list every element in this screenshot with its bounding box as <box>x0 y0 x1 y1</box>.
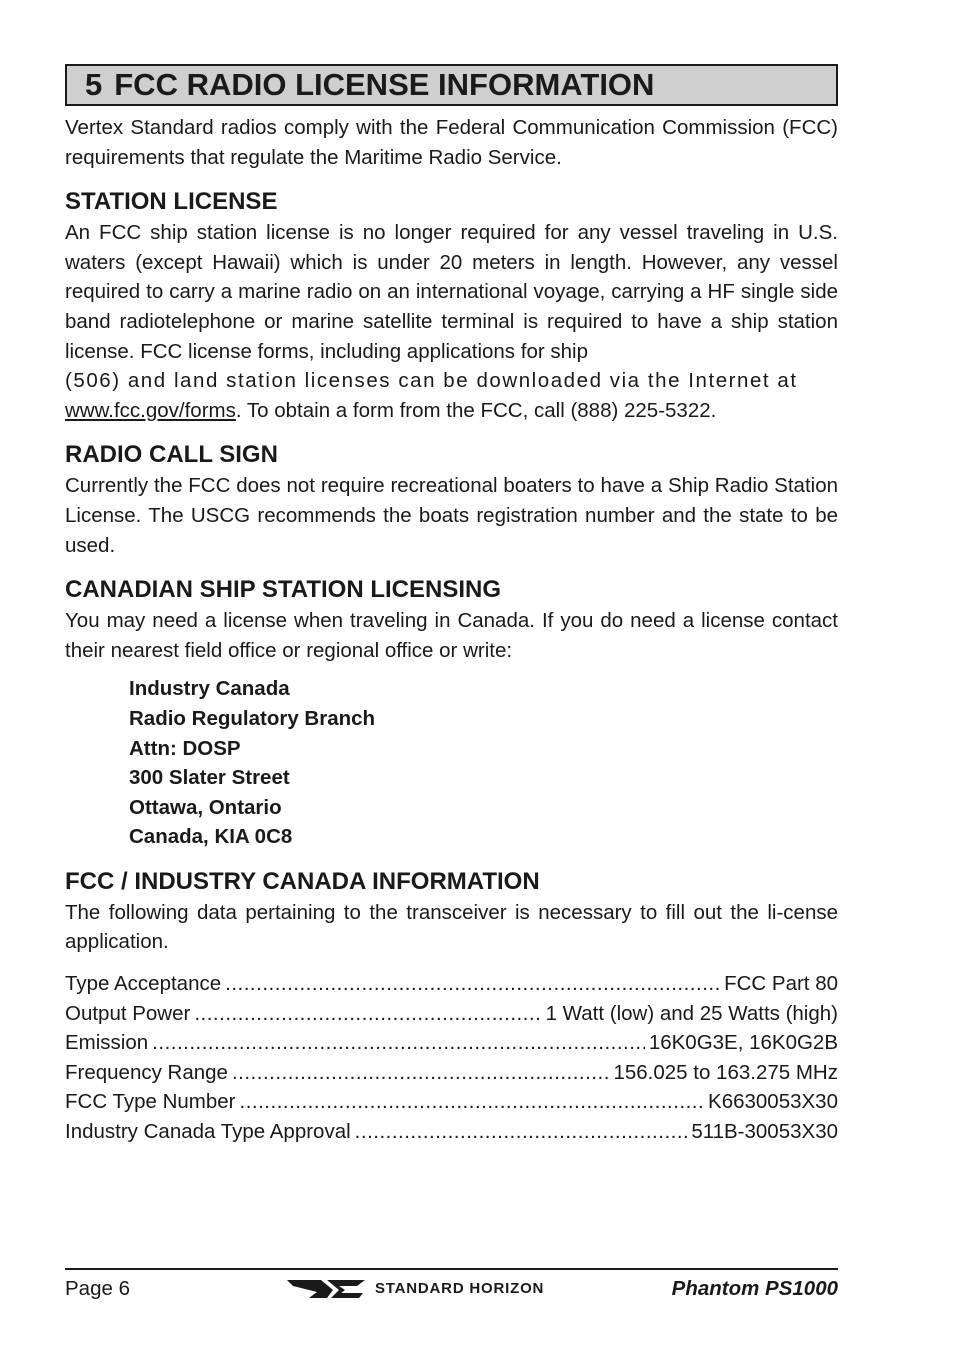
industry-canada-address <box>129 674 838 852</box>
page-content <box>65 64 838 1147</box>
dot-leader <box>225 969 720 999</box>
footer-divider <box>65 1268 838 1270</box>
spec-label: Type Acceptance <box>65 972 222 996</box>
spec-row-output-power <box>65 999 838 1029</box>
address-line: Canada, KIA 0C8 <box>129 825 293 849</box>
dot-leader <box>232 1058 610 1088</box>
address-line: Industry Canada <box>129 677 290 701</box>
page-number: Page 6 <box>65 1277 130 1300</box>
spec-row-ic-type-approval <box>65 1117 838 1147</box>
radio-call-sign-heading: RADIO CALL SIGN <box>65 441 278 469</box>
station-license-phone-text: . To obtain a form from the FCC, call (888) 225-5322. <box>235 398 717 422</box>
chapter-number: 5 <box>85 67 103 102</box>
spec-value: 156.025 to 163.275 MHz <box>613 1060 838 1084</box>
chapter-title <box>65 64 838 106</box>
spec-list <box>65 969 838 1147</box>
dot-leader <box>240 1087 705 1117</box>
station-license-text: An FCC ship station license is no longer required for any vessel traveling in U.S. waters (except Hawaii) which is under 20 meters in length. However, any vessel required to carry a marine radio on an international voyage, carrying a HF single side band radiotelephone or marine satellite terminal is required to have a ship station license. FCC license forms, including applications for ship <box>65 221 838 363</box>
dot-leader <box>355 1117 688 1147</box>
address-line: Ottawa, Ontario <box>129 795 282 819</box>
dot-leader <box>194 999 541 1029</box>
address-line: 300 Slater Street <box>129 766 290 790</box>
spec-value: 16K0G3E, 16K0G2B <box>648 1031 838 1055</box>
spec-row-type-acceptance <box>65 969 838 999</box>
address-line: Radio Regulatory Branch <box>129 706 376 730</box>
spec-label: Output Power <box>65 1001 191 1025</box>
spec-label: Emission <box>65 1031 149 1055</box>
intro-paragraph: Vertex Standard radios comply with the Federal Communication Commission (FCC) requirements that regulate the Maritime Radio Service. <box>65 116 838 169</box>
fcc-industry-canada-heading: FCC / INDUSTRY CANADA INFORMATION <box>65 867 540 895</box>
fcc-forms-link[interactable]: www.fcc.gov/forms <box>65 398 236 422</box>
standard-horizon-emblem-icon <box>287 1277 365 1301</box>
canadian-licensing-text: You may need a license when traveling in Canada. If you do need a license contact their nearest field office or regional office or write: <box>65 609 838 662</box>
standard-horizon-logo <box>287 1277 544 1301</box>
spec-row-emission <box>65 1028 838 1058</box>
model-name: Phantom PS1000 <box>671 1277 838 1300</box>
spec-value: FCC Part 80 <box>724 972 838 996</box>
fcc-industry-canada-text: The following data pertaining to the transceiver is necessary to fill out the li-cense application. <box>65 900 838 954</box>
spec-value: K6630053X30 <box>708 1090 838 1114</box>
brand-name: STANDARD HORIZON <box>375 1280 545 1297</box>
spec-label: Industry Canada Type Approval <box>65 1120 351 1144</box>
spec-label: Frequency Range <box>65 1060 228 1084</box>
station-license-download-line: (506) and land station licenses can be downloaded via the Internet at <box>65 369 798 393</box>
spec-row-frequency-range <box>65 1058 838 1088</box>
spec-value: 511B-30053X30 <box>691 1120 838 1144</box>
spec-value: 1 Watt (low) and 25 Watts (high) <box>545 1001 838 1025</box>
dot-leader <box>152 1028 645 1058</box>
address-line: Attn: DOSP <box>129 736 241 760</box>
spec-row-fcc-type-number <box>65 1087 838 1117</box>
spec-label: FCC Type Number <box>65 1090 236 1114</box>
canadian-licensing-heading: CANADIAN SHIP STATION LICENSING <box>65 576 502 604</box>
radio-call-sign-text: Currently the FCC does not require recreational boaters to have a Ship Radio Station License. The USCG recommends the boats registration number and the state to be used. <box>65 474 838 557</box>
chapter-title-text: FCC RADIO LICENSE INFORMATION <box>114 67 655 102</box>
station-license-contact <box>65 396 838 426</box>
station-license-heading: STATION LICENSE <box>65 188 278 216</box>
station-license-body <box>65 218 838 425</box>
